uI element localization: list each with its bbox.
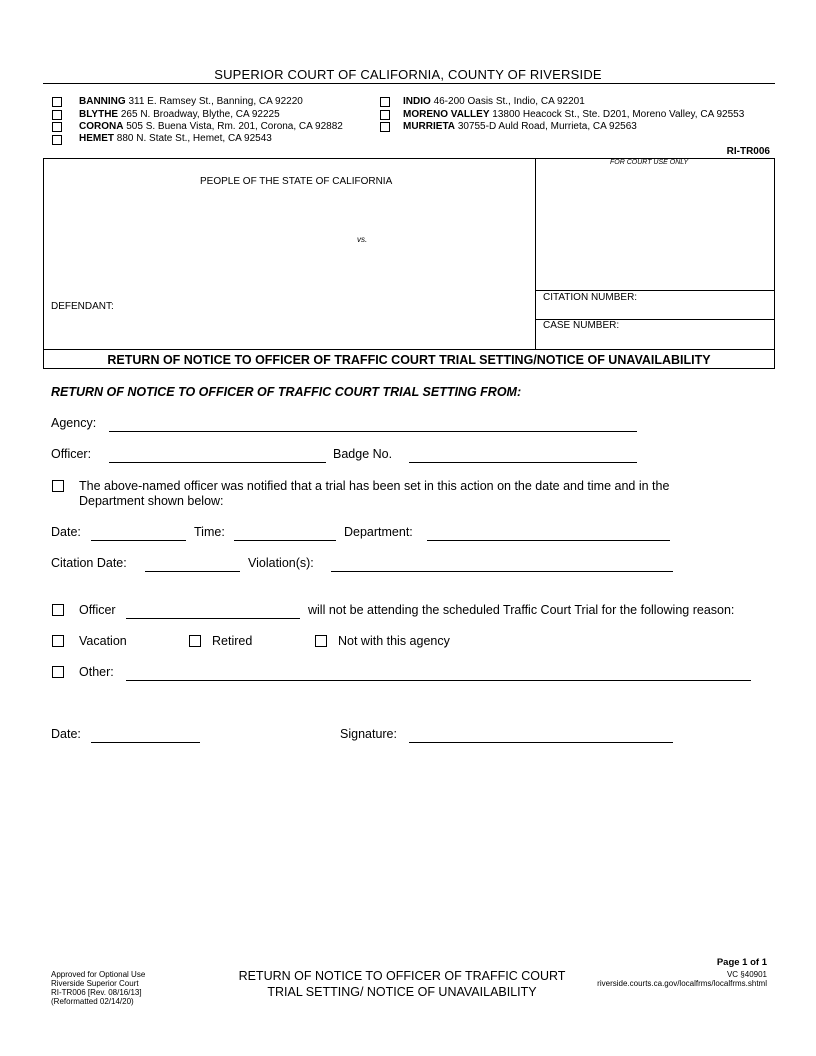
officer-unavailable-label: Officer bbox=[79, 603, 116, 617]
department-field[interactable] bbox=[427, 540, 670, 541]
moreno-valley-court: MORENO VALLEY 13800 Heacock St., Ste. D201, Moreno Valley, CA 92553 bbox=[403, 109, 745, 120]
notified-text-line2: Department shown below: bbox=[79, 494, 224, 508]
citation-date-field[interactable] bbox=[145, 571, 240, 572]
court-url[interactable]: riverside.courts.ca.gov/localfrms/localfrms.shtml bbox=[597, 979, 767, 988]
trial-date-field[interactable] bbox=[91, 540, 186, 541]
vs-label: vs. bbox=[357, 235, 368, 244]
retired-checkbox[interactable] bbox=[189, 635, 201, 647]
citation-rule bbox=[535, 290, 775, 291]
approved-line1: Approved for Optional Use bbox=[51, 970, 146, 979]
notified-text-line1: The above-named officer was notified that a trial has been set in this action on the date and time and in the bbox=[79, 479, 670, 493]
court-use-label: FOR COURT USE ONLY bbox=[610, 159, 689, 166]
blythe-court: BLYTHE 265 N. Broadway, Blythe, CA 92225 bbox=[79, 109, 280, 120]
footer-title-line1: RETURN OF NOTICE TO OFFICER OF TRAFFIC COURT bbox=[238, 969, 566, 983]
approved-block bbox=[51, 970, 145, 1006]
corona-checkbox[interactable] bbox=[52, 122, 62, 132]
violations-label: Violation(s): bbox=[248, 556, 314, 570]
case-number-label: CASE NUMBER: bbox=[543, 320, 620, 331]
not-attending-text: will not be attending the scheduled Traffic Court Trial for the following reason: bbox=[308, 603, 735, 617]
section-heading: RETURN OF NOTICE TO OFFICER OF TRAFFIC COURT TRIAL SETTING FROM: bbox=[51, 385, 522, 399]
indio-checkbox[interactable] bbox=[380, 97, 390, 107]
blythe-checkbox[interactable] bbox=[52, 110, 62, 120]
unavailable-officer-field[interactable] bbox=[126, 618, 300, 619]
banner-rule bbox=[43, 349, 775, 350]
trial-time-field[interactable] bbox=[234, 540, 336, 541]
form-banner: RETURN OF NOTICE TO OFFICER OF TRAFFIC COURT TRIAL SETTING/NOTICE OF UNAVAILABILITY bbox=[107, 353, 711, 367]
signature-date-field[interactable] bbox=[91, 742, 200, 743]
approved-line2: Riverside Superior Court bbox=[51, 979, 139, 988]
banning-checkbox[interactable] bbox=[52, 97, 62, 107]
page-number: Page 1 of 1 bbox=[716, 957, 767, 968]
unavailable-checkbox[interactable] bbox=[52, 604, 64, 616]
retired-label: Retired bbox=[212, 634, 253, 648]
violations-field[interactable] bbox=[331, 571, 673, 572]
signature-field[interactable] bbox=[409, 742, 673, 743]
caption-box bbox=[43, 158, 775, 369]
banning-court: BANNING 311 E. Ramsey St., Banning, CA 92220 bbox=[79, 96, 303, 107]
not-with-agency-label: Not with this agency bbox=[338, 634, 450, 648]
signature-date-label: Date: bbox=[51, 727, 81, 741]
corona-court: CORONA 505 S. Buena Vista, Rm. 201, Corona, CA 92882 bbox=[79, 121, 343, 132]
other-label: Other: bbox=[79, 665, 114, 679]
vc-code: VC §40901 bbox=[726, 970, 767, 979]
citation-number-label: CITATION NUMBER: bbox=[543, 292, 638, 303]
court-title: SUPERIOR COURT OF CALIFORNIA, COUNTY OF RIVERSIDE bbox=[214, 67, 602, 82]
moreno-valley-checkbox[interactable] bbox=[380, 110, 390, 120]
badge-label: Badge No. bbox=[333, 447, 393, 461]
officer-label: Officer: bbox=[51, 447, 92, 461]
caption-divider bbox=[535, 158, 536, 349]
trial-time-label: Time: bbox=[194, 525, 225, 539]
department-label: Department: bbox=[344, 525, 413, 539]
not-with-agency-checkbox[interactable] bbox=[315, 635, 327, 647]
approved-line3: RI-TR006 [Rev. 08/16/13] bbox=[51, 988, 142, 997]
hemet-court: HEMET 880 N. State St., Hemet, CA 92543 bbox=[79, 133, 272, 144]
approved-line4: (Reformatted 02/14/20) bbox=[51, 997, 134, 1006]
murrieta-court: MURRIETA 30755-D Auld Road, Murrieta, CA 92563 bbox=[403, 121, 637, 132]
badge-field[interactable] bbox=[409, 462, 637, 463]
footer-title-line2: TRIAL SETTING/ NOTICE OF UNAVAILABILITY bbox=[267, 985, 537, 999]
signature-label: Signature: bbox=[340, 727, 397, 741]
citation-date-label: Citation Date: bbox=[51, 556, 127, 570]
other-checkbox[interactable] bbox=[52, 666, 64, 678]
plaintiff-label: PEOPLE OF THE STATE OF CALIFORNIA bbox=[200, 176, 393, 187]
officer-field[interactable] bbox=[109, 462, 326, 463]
other-field[interactable] bbox=[126, 680, 751, 681]
trial-date-label: Date: bbox=[51, 525, 81, 539]
agency-field[interactable] bbox=[109, 431, 637, 432]
hemet-checkbox[interactable] bbox=[52, 135, 62, 145]
agency-label: Agency: bbox=[51, 416, 97, 430]
indio-court: INDIO 46-200 Oasis St., Indio, CA 92201 bbox=[403, 96, 585, 107]
vacation-checkbox[interactable] bbox=[52, 635, 64, 647]
vacation-label: Vacation bbox=[79, 634, 127, 648]
header-rule bbox=[43, 83, 775, 84]
notified-checkbox[interactable] bbox=[52, 480, 64, 492]
defendant-label: DEFENDANT: bbox=[51, 301, 114, 312]
form-number: RI-TR006 bbox=[726, 146, 770, 157]
murrieta-checkbox[interactable] bbox=[380, 122, 390, 132]
